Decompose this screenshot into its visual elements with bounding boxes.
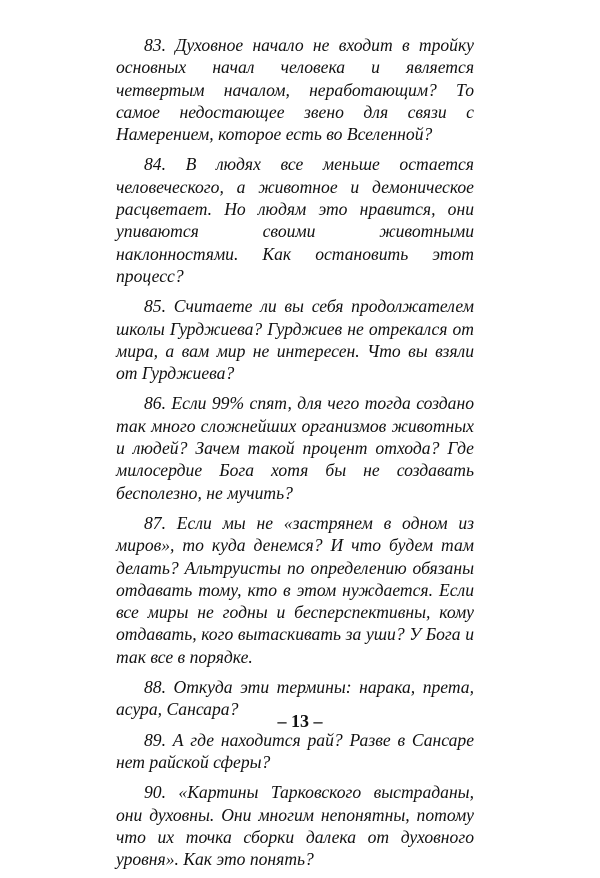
question-87: 87. Если мы не «застрянем в одном из миров», то куда денемся? И что будем там делать? Альтруисты по определению обязаны отдавать тому, кто в этом нуждается. Если все миры не годны и бесперспективны, кому отдавать, кого вытаскивать за уши? У Бога и так все в порядке.	[116, 512, 474, 667]
question-89: 89. А где находится рай? Разве в Сансаре нет райской сферы?	[116, 729, 474, 772]
text-column	[116, 34, 474, 878]
question-83: 83. Духовное начало не входит в тройку основных начал человека и является четвертым началом, неработающим? То самое недостающее звено для связи с Намерением, которое есть во Вселенной?	[116, 35, 474, 145]
question-86: 86. Если 99% спят, для чего тогда создано так много сложнейших организмов животных и людей? Зачем такой процент отхода? Где милосердие Бога хотя бы не создавать бесполезно, не мучить?	[116, 393, 474, 503]
page-number: – 13 –	[277, 711, 323, 731]
question-84: 84. В людях все меньше остается человеческого, а животное и демоническое расцветает. Но людям это нравится, они упиваются своими животными наклонностями. Как остановить этот процесс?	[116, 154, 474, 286]
question-90: 90. «Картины Тарковского выстраданы, они духовны. Они многим непонятны, потому что их точка сборки далека от духовного уровня». Как это понять?	[116, 782, 474, 870]
question-88: 88. Откуда эти термины: нарака, прета, асура, Сансара?	[116, 677, 474, 720]
question-85: 85. Считаете ли вы себя продолжателем школы Гурджиева? Гурджиев не отрекался от мира, а вам мир не интересен. Что вы взяли от Гурджиева?	[116, 296, 474, 384]
